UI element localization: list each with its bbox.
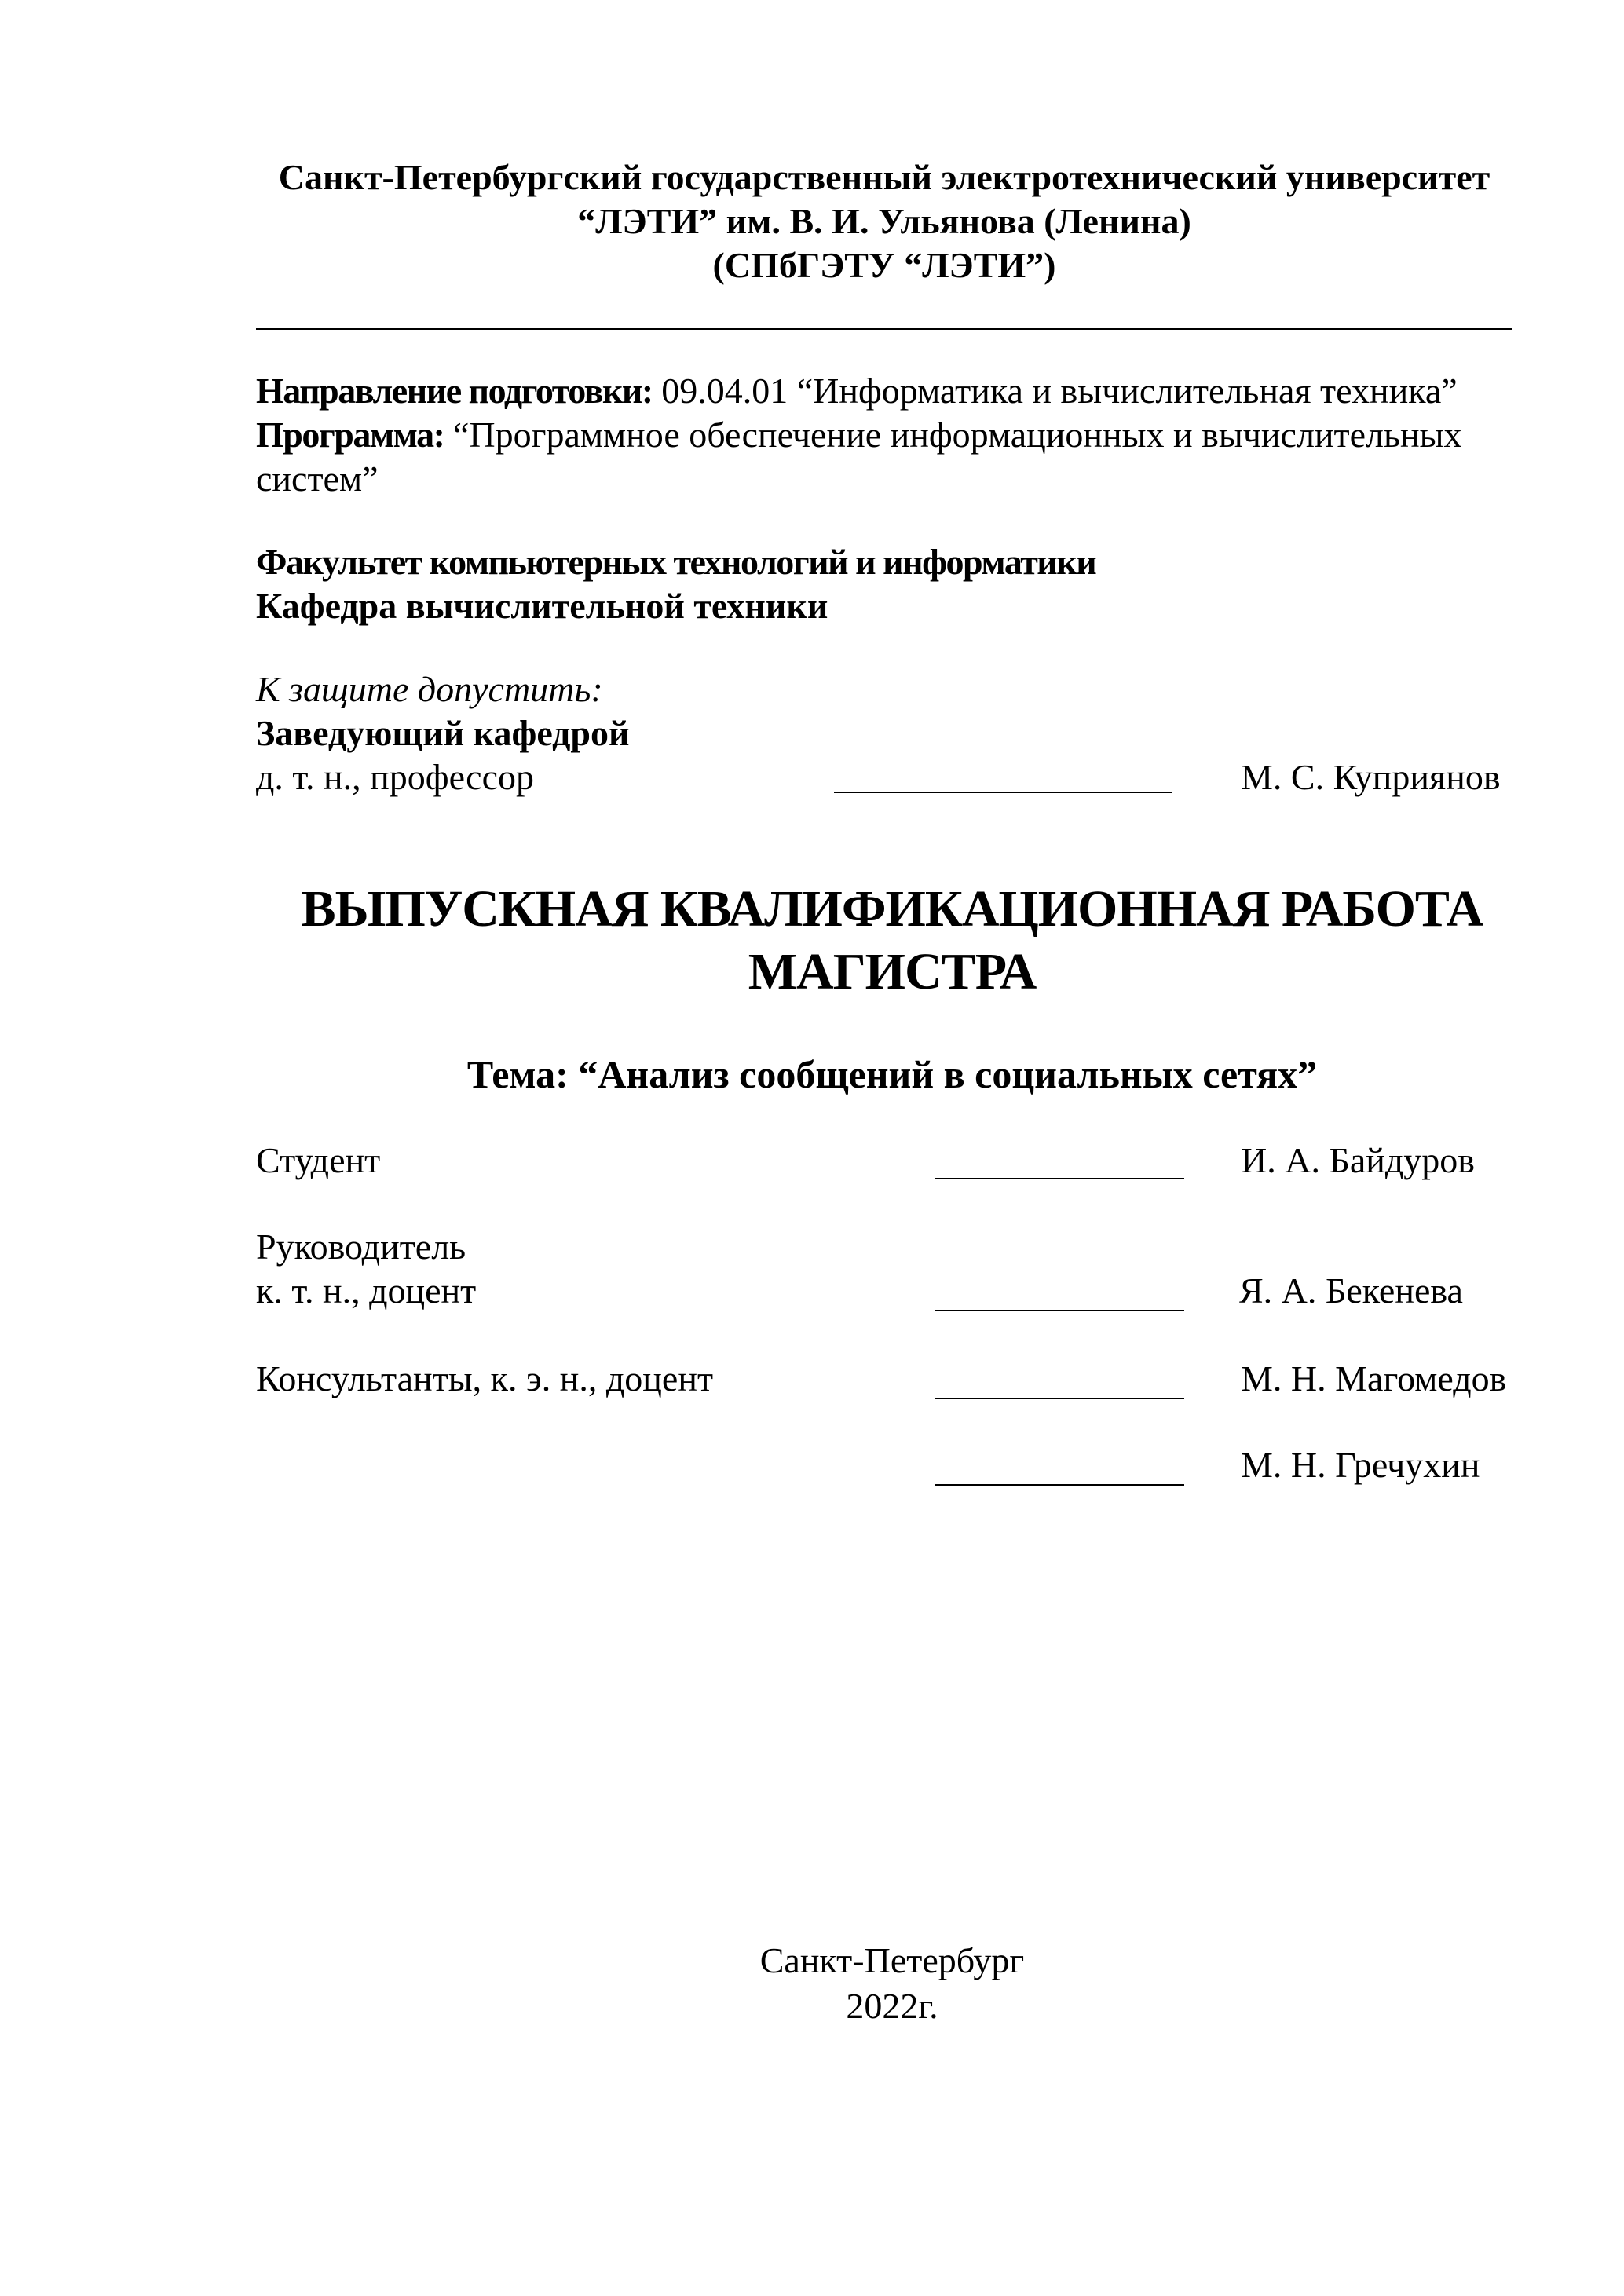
footer-year: 2022г.: [846, 1986, 938, 2026]
university-name: Санкт-Петербургский государственный электротехнический университет: [278, 157, 1490, 197]
consultant1-name: М. Н. Магомедов: [1241, 1358, 1507, 1398]
document-title: [256, 878, 1528, 1004]
program-line-continued: систем”: [256, 459, 379, 499]
consultant2-name: М. Н. Гречухин: [1241, 1445, 1480, 1485]
title-line-1: ВЫПУСКНАЯ КВАЛИФИКАЦИОННАЯ РАБОТА: [301, 880, 1483, 938]
thesis-topic: Тема: “Анализ сообщений в социальных сетях”: [466, 1052, 1318, 1096]
program-value: “Программное обеспечение информационных и вычислительных: [444, 415, 1462, 455]
supervisor-degree: к. т. н., доцент: [256, 1270, 477, 1311]
program-line: [256, 413, 1528, 457]
student-label: Студент: [256, 1140, 381, 1180]
footer: [256, 1938, 1528, 2029]
university-header: [256, 155, 1512, 287]
header-divider: [256, 328, 1512, 330]
admission-role: Заведующий кафедрой: [256, 713, 630, 753]
admission-caption: К защите допустить:: [256, 669, 603, 709]
direction-label: Направление подготовки:: [256, 371, 653, 411]
supervisor-signature-line: [935, 1310, 1184, 1311]
department-name: Кафедра вычислительной техники: [256, 586, 828, 626]
head-signature-line: [834, 792, 1172, 793]
direction-program-block: [256, 369, 1528, 501]
consultant2-signature-line: [935, 1484, 1184, 1486]
supervisor-name: Я. А. Бекенева: [1239, 1270, 1463, 1311]
consultant1-signature-line: [935, 1398, 1184, 1399]
program-label: Программа:: [256, 415, 444, 455]
footer-city: Санкт-Петербург: [759, 1940, 1025, 1980]
university-full-name: “ЛЭТИ” им. В. И. Ульянова (Ленина): [577, 201, 1191, 241]
consultants-label: Консультанты, к. э. н., доцент: [256, 1358, 714, 1398]
student-signature-line: [935, 1178, 1184, 1179]
admission-block: [256, 667, 630, 799]
faculty-name: Факультет компьютерных технологий и информатики: [256, 542, 1096, 582]
direction-line: [256, 369, 1528, 413]
supervisor-label: Руководитель: [256, 1227, 466, 1267]
title-line-2: МАГИСТРА: [748, 943, 1037, 1000]
faculty-block: [256, 540, 1095, 628]
student-name: И. А. Байдуров: [1241, 1140, 1476, 1180]
head-name: М. С. Куприянов: [1241, 757, 1501, 797]
university-abbreviation: (СПбГЭТУ “ЛЭТИ”): [712, 245, 1056, 285]
direction-value: 09.04.01 “Информатика и вычислительная техника”: [652, 371, 1458, 411]
admission-degree: д. т. н., профессор: [256, 757, 534, 797]
